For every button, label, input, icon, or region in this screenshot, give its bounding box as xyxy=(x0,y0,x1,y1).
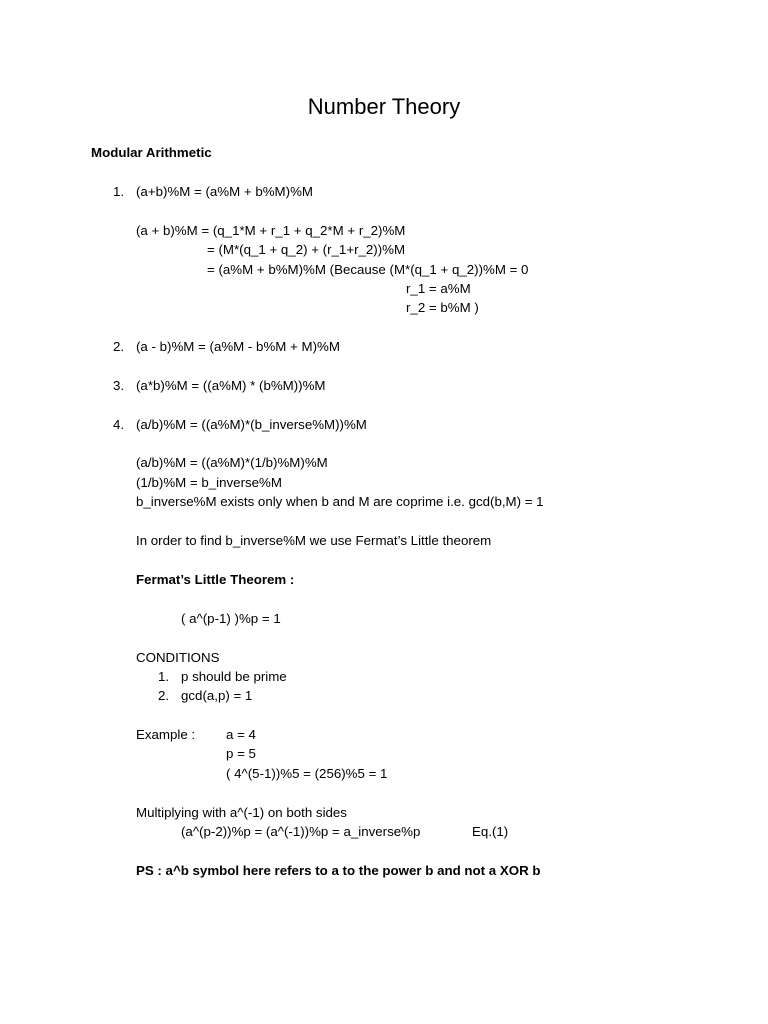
proof-line: (a + b)%M = (q_1*M + r_1 + q_2*M + r_2)%M xyxy=(136,223,406,238)
list-number: 3. xyxy=(113,378,125,393)
proof-line: r_2 = b%M ) xyxy=(406,300,479,315)
list-item-formula: (a*b)%M = ((a%M) * (b%M))%M xyxy=(136,378,326,393)
proof-line: = (a%M + b%M)%M (Because (M*(q_1 + q_2))%M = 0 xyxy=(207,262,529,277)
list-number: 4. xyxy=(113,417,125,432)
page-title: Number Theory xyxy=(307,94,461,119)
result-line: (a^(p-2))%p = (a^(-1))%p = a_inverse%p xyxy=(181,824,421,839)
proof-line: r_1 = a%M xyxy=(406,281,471,296)
condition-number: 2. xyxy=(158,688,170,703)
proof-line: = (M*(q_1 + q_2) + (r_1+r_2))%M xyxy=(207,242,406,257)
note-line: In order to find b_inverse%M we use Fermat’s Little theorem xyxy=(136,533,492,548)
note-line: b_inverse%M exists only when b and M are coprime i.e. gcd(b,M) = 1 xyxy=(136,494,544,509)
example-line: ( 4^(5-1))%5 = (256)%5 = 1 xyxy=(226,766,388,781)
list-item-formula: (a+b)%M = (a%M + b%M)%M xyxy=(136,184,313,199)
example-label: Example : xyxy=(136,727,196,742)
multiply-line: Multiplying with a^(-1) on both sides xyxy=(136,805,347,820)
fermat-heading: Fermat’s Little Theorem : xyxy=(136,572,295,587)
note-line: (a/b)%M = ((a%M)*(1/b)%M)%M xyxy=(136,455,328,470)
section-heading: Modular Arithmetic xyxy=(91,145,212,160)
conditions-label: CONDITIONS xyxy=(136,650,220,665)
list-number: 1. xyxy=(113,184,125,199)
list-item-formula: (a/b)%M = ((a%M)*(b_inverse%M))%M xyxy=(136,417,367,432)
list-item-formula: (a - b)%M = (a%M - b%M + M)%M xyxy=(136,339,340,354)
example-line: a = 4 xyxy=(226,727,256,742)
fermat-formula: ( a^(p-1) )%p = 1 xyxy=(181,611,281,626)
equation-label: Eq.(1) xyxy=(472,824,509,839)
ps-note: PS : a^b symbol here refers to a to the power b and not a XOR b xyxy=(136,863,541,878)
condition-number: 1. xyxy=(158,669,170,684)
note-line: (1/b)%M = b_inverse%M xyxy=(136,475,282,490)
condition-text: p should be prime xyxy=(181,669,287,684)
list-number: 2. xyxy=(113,339,125,354)
condition-text: gcd(a,p) = 1 xyxy=(181,688,253,703)
example-line: p = 5 xyxy=(226,746,256,761)
